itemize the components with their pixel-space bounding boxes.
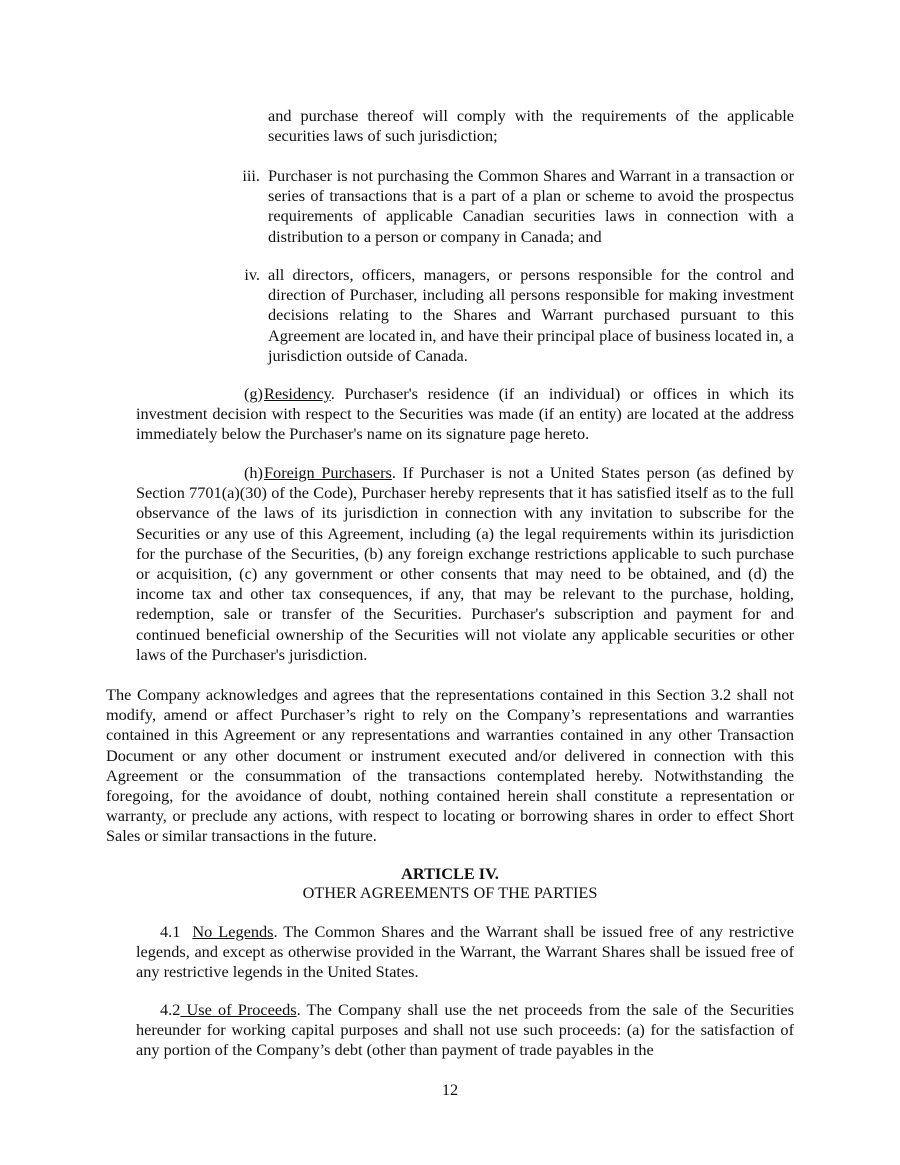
- section-4-2-number: 4.2: [160, 1000, 181, 1019]
- section-4-1: [136, 922, 794, 983]
- item-iii-text: Purchaser is not purchasing the Common Shares and Warrant in a transaction or series of transactions that is a part of a plan or scheme to avoid the prospectus requirements of applicable Canadian securities laws in connection with a distribution to a person or company in Canada; and: [268, 166, 794, 246]
- section-h-label: (h): [244, 463, 263, 482]
- continuation-paragraph: and purchase thereof will comply with the requirements of the applicable securities laws of such jurisdiction;: [268, 106, 794, 146]
- section-g-heading: Residency: [264, 384, 331, 403]
- section-h-heading: Foreign Purchasers: [264, 463, 392, 482]
- item-iv-text: all directors, officers, managers, or persons responsible for the control and direction of Purchaser, including all persons responsible for making investment decisions relating to the Shares and Warrant purchased pursuant to this Agreement are located in, and have their principal place of business located in, a jurisdiction outside of Canada.: [268, 265, 794, 365]
- section-g-label: (g): [244, 384, 263, 403]
- section-4-1-number: 4.1: [160, 922, 181, 941]
- section-h-text: . If Purchaser is not a United States person (as defined by Section 7701(a)(30) of the Code), Purchaser hereby represents that it has satisfied itself as to the full observance of the laws of its jurisdiction in connection with any invitation to subscribe for the Securities or any use of this Agreement, including (a) the legal requirements within its jurisdiction for the purchase of the Securities, (b) any foreign exchange restrictions applicable to such purchase or acquisition, (c) any government or other consents that may need to be obtained, and (d) the income tax and other tax consequences, if any, that may be relevant to the purchase, holding, redemption, sale or transfer of the Securities. Purchaser's subscription and payment for and continued beneficial ownership of the Securities will not violate any applicable securities or other laws of the Purchaser's jurisdiction.: [136, 463, 795, 664]
- section-4-2-text: . The Company shall use the net proceeds from the sale of the Securities hereunder for working capital purposes and shall not use such proceeds: (a) for the satisfaction of any portion of the Company’s debt (other than payment of trade payables in the: [136, 1000, 794, 1060]
- section-4-2: [136, 1000, 794, 1061]
- section-4-1-text: . The Common Shares and the Warrant shall be issued free of any restrictive legends, and except as otherwise provided in the Warrant, the Warrant Shares shall be issued free of any restrictive legends in the United States.: [136, 922, 794, 982]
- section-4-2-heading: Use of Proceeds: [186, 1000, 297, 1019]
- page-number: 12: [441, 1080, 459, 1099]
- section-g-residency: [136, 384, 794, 445]
- article-title: OTHER AGREEMENTS OF THE PARTIES: [302, 883, 598, 902]
- section-g-text: . Purchaser's residence (if an individual) or offices in which its investment decision with respect to the Securities was made (if an entity) are located at the address immediately below the Purchaser's name on its signature page hereto.: [136, 384, 794, 444]
- acknowledgement-paragraph: The Company acknowledges and agrees that the representations contained in this Section 3.2 shall not modify, amend or affect Purchaser’s right to rely on the Company’s representations and warranties contained in this Agreement or any representations and warranties contained in any other Transaction Document or any other document or instrument executed and/or delivered in connection with this Agreement or the consummation of the transactions contemplated hereby. Notwithstanding the foregoing, for the avoidance of doubt, nothing contained herein shall constitute a representation or warranty, or preclude any actions, with respect to locating or borrowing shares in order to effect Short Sales or similar transactions in the future.: [106, 685, 794, 846]
- item-number-iii: iii.: [242, 166, 260, 185]
- section-4-1-heading: No Legends: [192, 922, 274, 941]
- article-number: ARTICLE IV.: [401, 864, 499, 883]
- item-number-iv: iv.: [244, 265, 260, 284]
- section-h-foreign-purchasers: [136, 463, 794, 665]
